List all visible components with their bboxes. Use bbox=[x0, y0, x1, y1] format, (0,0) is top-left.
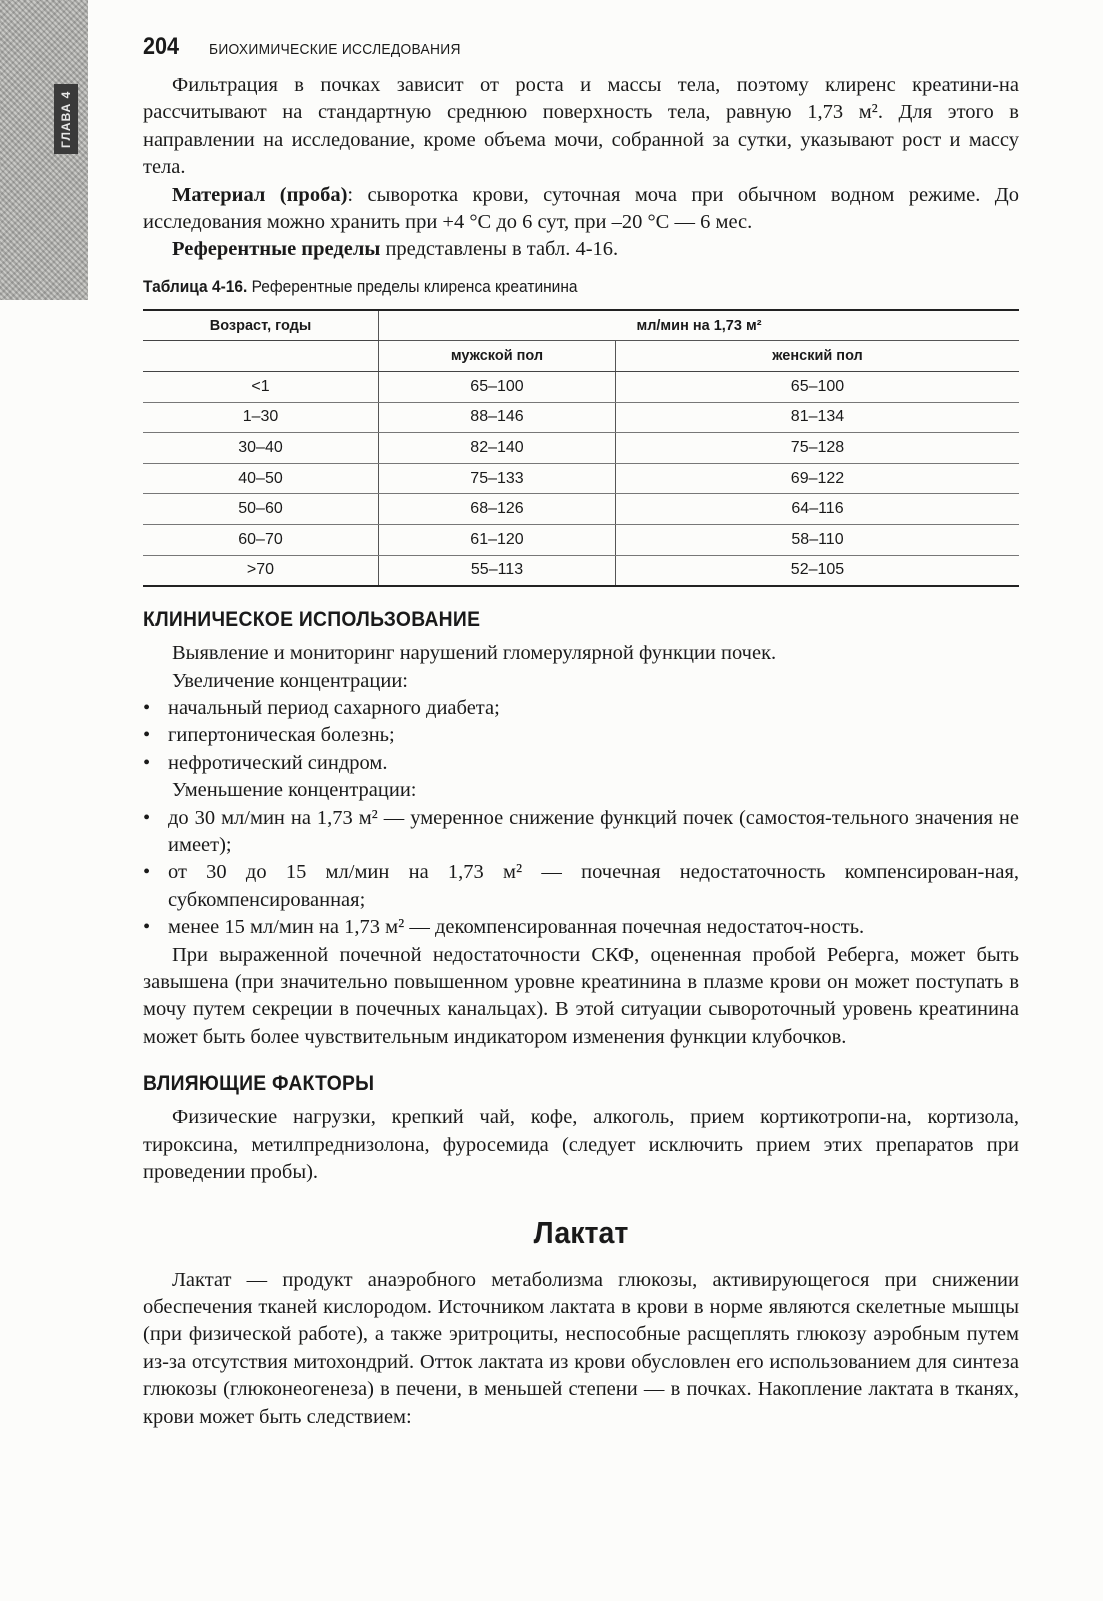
cell-age: 50–60 bbox=[143, 494, 379, 525]
table-row bbox=[143, 372, 1019, 403]
cell-age: 1–30 bbox=[143, 402, 379, 433]
cell-female: 69–122 bbox=[616, 463, 1020, 494]
cell-female: 64–116 bbox=[616, 494, 1020, 525]
lactate-paragraph: Лактат — продукт анаэробного метаболизма глюкозы, активирующегося при снижении обеспечения тканей кислородом. Источником лактата в крови в норме являются скелетные мышцы (при физической работе), а также эритроциты, неспособные расщеплять глюкозу аэробным путем из-за отсутствия митохондрий. Отток лактата из крови обусловлен его использованием для синтеза глюкозы (глюконеогенеза) в печени, в меньшей степени — в почках. Накопление лактата в тканях, крови может быть следствием: bbox=[143, 1268, 1019, 1428]
cell-age: >70 bbox=[143, 555, 379, 586]
decrease-block bbox=[143, 777, 1019, 804]
decrease-label: Уменьшение концентрации: bbox=[172, 779, 417, 802]
cell-female: 52–105 bbox=[616, 555, 1020, 586]
increase-label: Увеличение концентрации: bbox=[172, 669, 408, 692]
list-item: • нефротический синдром. bbox=[143, 750, 1019, 777]
list-item: • менее 15 мл/мин на 1,73 м² — декомпенсированная почечная недостаточ-ность. bbox=[143, 914, 1019, 941]
table-row bbox=[143, 433, 1019, 464]
lactate-title: Лактат bbox=[533, 1214, 629, 1250]
cell-male: 82–140 bbox=[379, 433, 616, 464]
list-item: • до 30 мл/мин на 1,73 м² — умеренное снижение функций почек (самостоя-тельного значения не имеет); bbox=[143, 805, 1019, 860]
cell-male: 75–133 bbox=[379, 463, 616, 494]
table-row bbox=[143, 555, 1019, 586]
intro-paragraph: Фильтрация в почках зависит от роста и массы тела, поэтому клиренс креатини-на рассчитывают на стандартную среднюю поверхность тела, равную 1,73 м². Для этого в направлении на исследование, кроме объема мочи, собранной за сутки, указывают рост и массу тела. bbox=[143, 74, 1019, 179]
table-row bbox=[143, 402, 1019, 433]
cell-male: 61–120 bbox=[379, 525, 616, 556]
column-header-unit: мл/мин на 1,73 м² bbox=[379, 310, 1020, 341]
running-title: БИОХИМИЧЕСКИЕ ИССЛЕДОВАНИЯ bbox=[209, 41, 461, 58]
cell-male: 65–100 bbox=[379, 372, 616, 403]
cell-female: 81–134 bbox=[616, 402, 1020, 433]
cell-age: <1 bbox=[143, 372, 379, 403]
page-number: 204 bbox=[143, 33, 180, 60]
reference-text: представлены в табл. 4-16. bbox=[380, 238, 619, 261]
chapter-side-tab bbox=[0, 0, 88, 300]
list-item: • начальный период сахарного диабета; bbox=[143, 695, 1019, 722]
table-row bbox=[143, 463, 1019, 494]
cell-male: 55–113 bbox=[379, 555, 616, 586]
column-header-age: Возраст, годы bbox=[143, 310, 379, 341]
chapter-tab-label: ГЛАВА 4 bbox=[54, 84, 78, 154]
material-label: Материал (проба) bbox=[172, 183, 348, 206]
clinical-use-intro: Выявление и мониторинг нарушений гломерулярной функции почек. bbox=[172, 642, 777, 665]
clinical-use-block bbox=[143, 640, 1019, 695]
table-caption bbox=[143, 278, 966, 297]
cell-female: 65–100 bbox=[616, 372, 1020, 403]
cell-male: 68–126 bbox=[379, 494, 616, 525]
material-text: : сыворотка крови, суточная моча при обычном водном режиме. До исследования можно хранить при +4 °С до 6 сут, при –20 °С — 6 мес. bbox=[143, 183, 1020, 234]
clinical-use-paragraph: При выраженной почечной недостаточности СКФ, оцененная пробой Реберга, может быть завышена (при значительно повышенном уровне креатинина в плазме крови он может поступать в мочу путем секреции в почечных канальцах). В этой ситуации сывороточный уровень креатинина может быть более чувствительным индикатором изменения функции клубочков. bbox=[143, 943, 1019, 1048]
page-content bbox=[143, 72, 1019, 1431]
clinical-use-heading: КЛИНИЧЕСКОЕ ИСПОЛЬЗОВАНИЕ bbox=[143, 608, 481, 632]
material-paragraph bbox=[143, 182, 1019, 237]
influencing-factors-paragraph: Физические нагрузки, крепкий чай, кофе, алкоголь, прием кортикотропи-на, кортизола, тироксина, метилпреднизолона, фуросемида (следует исключить прием этих препаратов при проведении пробы). bbox=[143, 1106, 1019, 1184]
cell-age: 40–50 bbox=[143, 463, 379, 494]
column-header-age-spacer bbox=[143, 341, 379, 372]
reference-label: Референтные пределы bbox=[172, 238, 381, 261]
increase-list bbox=[143, 695, 1019, 777]
column-header-female: женский пол bbox=[616, 341, 1020, 372]
cell-male: 88–146 bbox=[379, 402, 616, 433]
decrease-list bbox=[143, 805, 1019, 942]
reference-table bbox=[143, 309, 1019, 587]
page-header bbox=[143, 33, 1023, 61]
table-row bbox=[143, 525, 1019, 556]
cell-female: 58–110 bbox=[616, 525, 1020, 556]
influencing-factors-heading: ВЛИЯЮЩИЕ ФАКТОРЫ bbox=[143, 1072, 375, 1096]
reference-paragraph bbox=[143, 236, 1019, 263]
cell-age: 60–70 bbox=[143, 525, 379, 556]
column-header-male: мужской пол bbox=[379, 341, 616, 372]
table-caption-number: Таблица 4-16. bbox=[143, 277, 248, 296]
list-item: • гипертоническая болезнь; bbox=[143, 722, 1019, 749]
list-item: • от 30 до 15 мл/мин на 1,73 м² — почечная недостаточность компенсирован-ная, субкомпенсированная; bbox=[143, 859, 1019, 914]
table-caption-text: Референтные пределы клиренса креатинина bbox=[247, 277, 578, 296]
cell-female: 75–128 bbox=[616, 433, 1020, 464]
table-row bbox=[143, 494, 1019, 525]
cell-age: 30–40 bbox=[143, 433, 379, 464]
